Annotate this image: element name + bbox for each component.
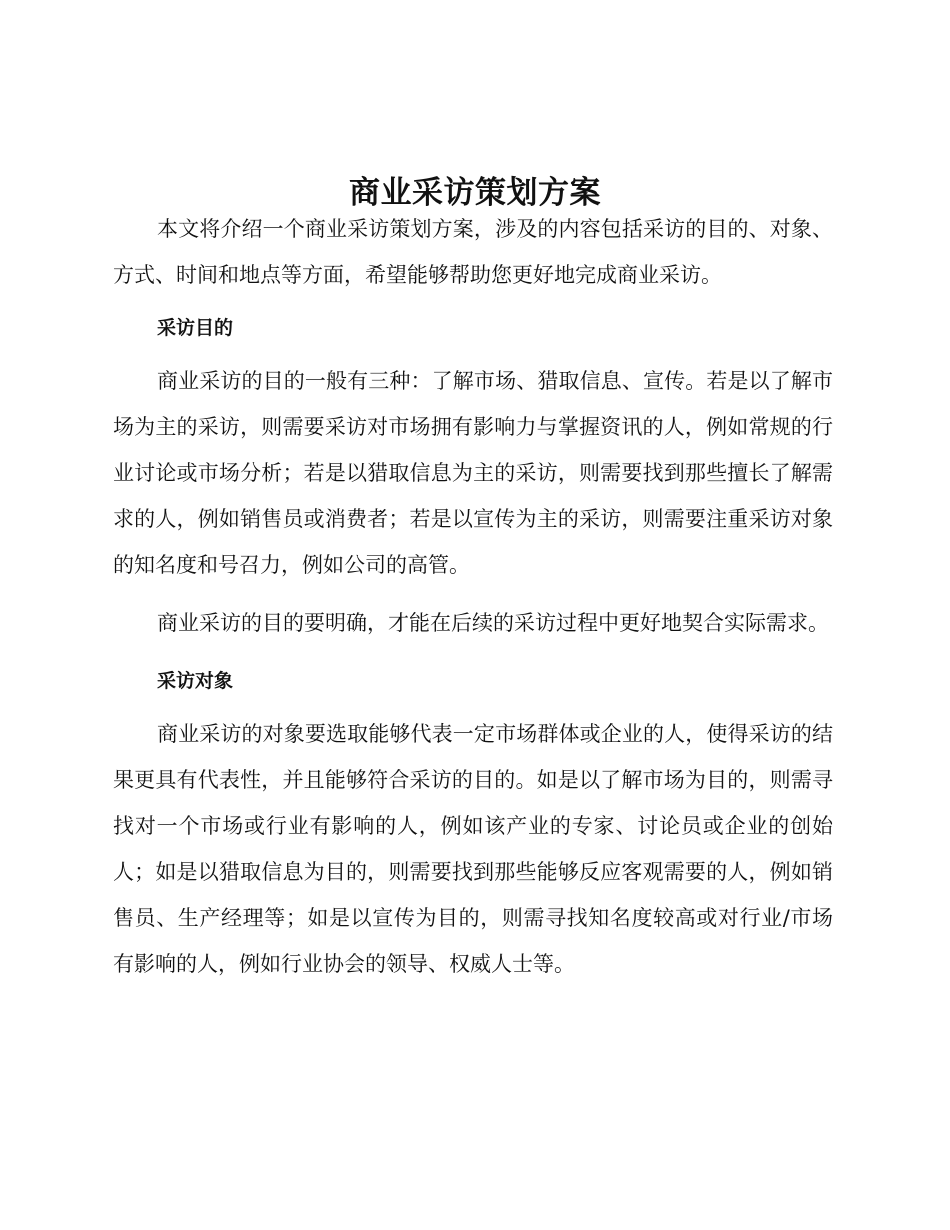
document-title: 商业采访策划方案 [349, 174, 601, 211]
purpose-paragraph-1: 商业采访的目的一般有三种：了解市场、猎取信息、宣传。若是以了解市场为主的采访，则需要采访对市场拥有影响力与掌握资讯的人，例如常规的行业讨论或市场分析；若是以猎取信息为主的采访，则需要找到那些擅长了解需求的人，例如销售员或消费者；若是以宣传为主的采访，则需要注重采访对象的知名度和号召力，例如公司的高管。 [113, 369, 833, 577]
section-heading-interviewee: 采访对象 [157, 670, 234, 692]
intro-paragraph: 本文将介绍一个商业采访策划方案，涉及的内容包括采访的目的、对象、方式、时间和地点等方面，希望能够帮助您更好地完成商业采访。 [113, 217, 833, 287]
interviewee-paragraph-1: 商业采访的对象要选取能够代表一定市场群体或企业的人，使得采访的结果更具有代表性，并且能够符合采访的目的。如是以了解市场为目的，则需寻找对一个市场或行业有影响的人，例如该产业的专家、讨论员或企业的创始人；如是以猎取信息为目的，则需要找到那些能够反应客观需要的人，例如销售员、生产经理等；如是以宣传为目的，则需寻找知名度较高或对行业/市场有影响的人，例如行业协会的领导、权威人士等。 [113, 722, 833, 976]
document-body [113, 206, 833, 987]
section-heading-purpose: 采访目的 [157, 317, 234, 339]
purpose-paragraph-2: 商业采访的目的要明确，才能在后续的采访过程中更好地契合实际需求。 [157, 611, 829, 635]
